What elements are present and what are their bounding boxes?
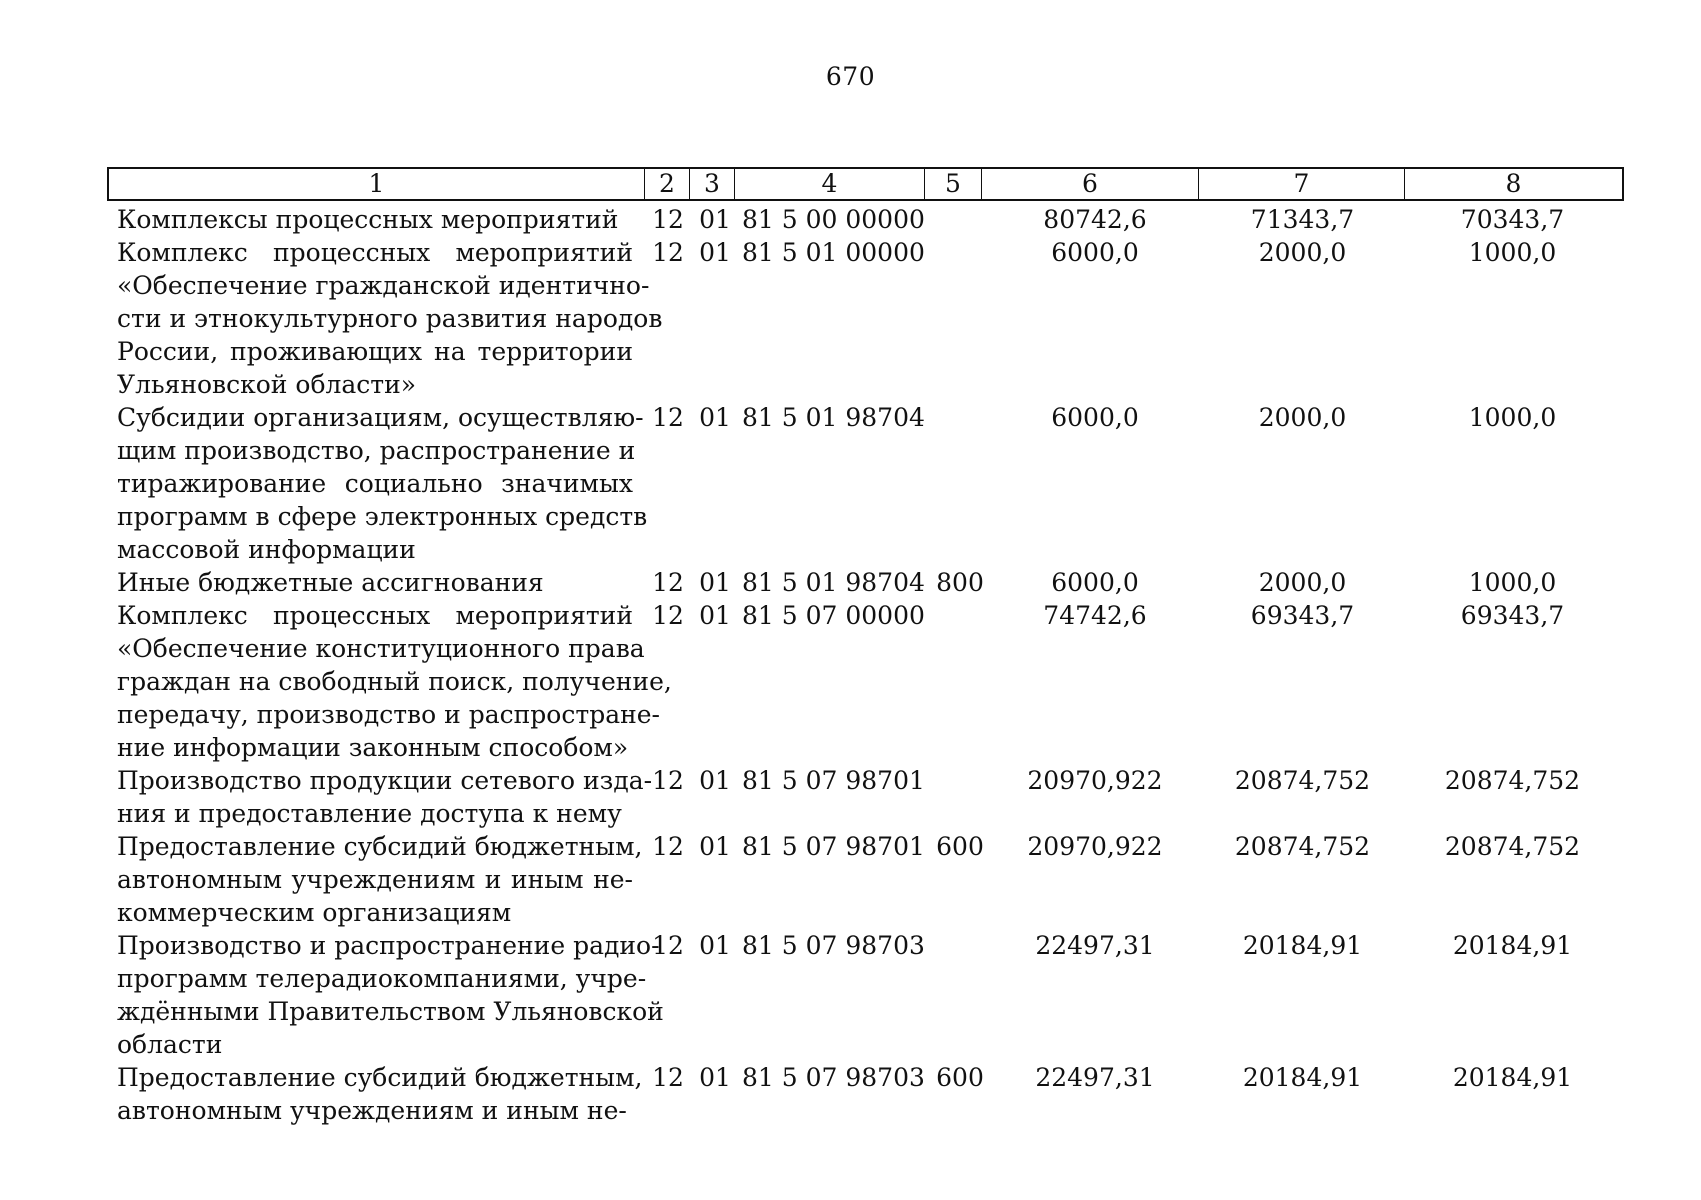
- cell-c6: 22497,31: [1035, 931, 1155, 960]
- cell-c4: 81 5 01 98704: [742, 403, 925, 432]
- description-line: Ульяновской области»: [117, 370, 417, 399]
- description-line: автономным учреждениям и иным не-: [117, 1096, 627, 1125]
- description-line: Комплекс процессных мероприятий: [117, 238, 633, 267]
- description-line: «Обеспечение конституционного права: [117, 634, 645, 663]
- cell-c6: 20970,922: [1027, 832, 1163, 861]
- cell-c3: 01: [699, 832, 731, 861]
- cell-c4: 81 5 07 98701: [742, 766, 925, 795]
- description-line: программ в сфере электронных средств: [117, 502, 648, 531]
- cell-c6: 80742,6: [1043, 205, 1147, 234]
- header-col-3: 3: [689, 169, 734, 199]
- description-line: Комплексы процессных мероприятий: [117, 205, 619, 234]
- row-description: [117, 1061, 643, 1127]
- page-number: 670: [825, 62, 876, 91]
- cell-c5: 800: [936, 568, 984, 597]
- cell-c4: 81 5 01 98704: [742, 568, 925, 597]
- header-col-4: 4: [734, 169, 924, 199]
- header-col-1: 1: [368, 169, 385, 198]
- cell-c2: 12: [652, 205, 684, 234]
- description-line: Субсидии организациям, осуществляю-: [117, 403, 644, 432]
- table-row: [0, 599, 1701, 764]
- description-line: области: [117, 1030, 223, 1059]
- cell-c8: 20184,91: [1452, 1063, 1573, 1092]
- table-row: [0, 1061, 1701, 1127]
- description-line: ние информации законным способом»: [117, 733, 629, 762]
- cell-c3: 01: [699, 403, 731, 432]
- cell-c4: 81 5 00 00000: [742, 205, 925, 234]
- row-description: [117, 203, 633, 236]
- table-row: [0, 764, 1701, 830]
- cell-c7: 20184,91: [1242, 1063, 1363, 1092]
- cell-c7: 2000,0: [1258, 568, 1347, 597]
- description-line: России, проживающих на территории: [117, 337, 633, 366]
- description-line: программ телерадиокомпаниями, учре-: [117, 964, 647, 993]
- table-header: [107, 167, 1624, 201]
- cell-c8: 70343,7: [1460, 205, 1565, 234]
- cell-c2: 12: [652, 931, 684, 960]
- cell-c8: 20874,752: [1444, 832, 1581, 861]
- cell-c3: 01: [699, 931, 731, 960]
- cell-c8: 20184,91: [1452, 931, 1573, 960]
- cell-c5: 600: [936, 832, 984, 861]
- cell-c7: 2000,0: [1258, 403, 1347, 432]
- description-line: Предоставление субсидий бюджетным,: [117, 1063, 643, 1092]
- header-col-2: 2: [644, 169, 689, 199]
- cell-c3: 01: [699, 601, 731, 630]
- cell-c3: 01: [699, 205, 731, 234]
- cell-c8: 20874,752: [1444, 766, 1581, 795]
- cell-c7: 69343,7: [1250, 601, 1355, 630]
- row-description: [117, 236, 663, 401]
- description-line: Предоставление субсидий бюджетным,: [117, 832, 643, 861]
- cell-c6: 20970,922: [1027, 766, 1163, 795]
- cell-c4: 81 5 07 98703: [742, 1063, 925, 1092]
- cell-c3: 01: [699, 238, 731, 267]
- cell-c7: 20184,91: [1242, 931, 1363, 960]
- cell-c6: 22497,31: [1035, 1063, 1155, 1092]
- description-line: Комплекс процессных мероприятий: [117, 601, 633, 630]
- cell-c2: 12: [652, 238, 684, 267]
- description-line: Производство продукции сетевого изда-: [117, 766, 653, 795]
- cell-c6: 6000,0: [1051, 403, 1139, 432]
- cell-c2: 12: [652, 403, 684, 432]
- description-line: граждан на свободный поиск, получение,: [117, 667, 672, 696]
- cell-c4: 81 5 01 00000: [742, 238, 925, 267]
- description-line: щим производство, распространение и: [117, 436, 636, 465]
- cell-c6: 6000,0: [1051, 568, 1139, 597]
- table-row: [0, 830, 1701, 929]
- header-col-6: 6: [981, 169, 1198, 199]
- cell-c6: 6000,0: [1051, 238, 1139, 267]
- row-description: [117, 566, 633, 599]
- header-col-5: 5: [924, 169, 981, 199]
- cell-c6: 74742,6: [1043, 601, 1147, 630]
- description-line: тиражирование социально значимых: [117, 469, 633, 498]
- cell-c7: 20874,752: [1234, 766, 1371, 795]
- table-row: [0, 203, 1701, 236]
- cell-c7: 71343,7: [1250, 205, 1355, 234]
- description-line: ния и предоставление доступа к нему: [117, 799, 622, 828]
- row-description: [117, 929, 664, 1061]
- cell-c4: 81 5 07 98701: [742, 832, 925, 861]
- cell-c2: 12: [652, 568, 684, 597]
- row-description: [117, 764, 653, 830]
- cell-c8: 1000,0: [1468, 568, 1557, 597]
- table-row: [0, 401, 1701, 566]
- table-row: [0, 929, 1701, 1061]
- header-col-7: 7: [1198, 169, 1404, 199]
- description-line: массовой информации: [117, 535, 416, 564]
- cell-c2: 12: [652, 832, 684, 861]
- description-line: коммерческим организациям: [117, 898, 512, 927]
- header-col-8: 8: [1404, 169, 1622, 199]
- cell-c3: 01: [699, 568, 731, 597]
- description-line: Иные бюджетные ассигнования: [117, 568, 544, 597]
- cell-c7: 20874,752: [1234, 832, 1371, 861]
- cell-c4: 81 5 07 98703: [742, 931, 925, 960]
- description-line: Производство и распространение радио-: [117, 931, 660, 960]
- table-row: [0, 566, 1701, 599]
- row-description: [117, 830, 643, 929]
- cell-c4: 81 5 07 00000: [742, 601, 925, 630]
- cell-c3: 01: [699, 766, 731, 795]
- description-line: ждёнными Правительством Ульяновской: [117, 997, 664, 1026]
- cell-c5: 600: [936, 1063, 984, 1092]
- cell-c8: 1000,0: [1468, 403, 1557, 432]
- cell-c2: 12: [652, 1063, 684, 1092]
- description-line: «Обеспечение гражданской идентично-: [117, 271, 650, 300]
- row-description: [117, 401, 648, 566]
- cell-c8: 1000,0: [1468, 238, 1557, 267]
- description-line: автономным учреждениям и иным не-: [117, 865, 633, 894]
- table-row: [0, 236, 1701, 401]
- description-line: сти и этнокультурного развития народов: [117, 304, 663, 333]
- cell-c7: 2000,0: [1258, 238, 1347, 267]
- cell-c2: 12: [652, 601, 684, 630]
- cell-c2: 12: [652, 766, 684, 795]
- cell-c8: 69343,7: [1460, 601, 1565, 630]
- description-line: передачу, производство и распростране-: [117, 700, 661, 729]
- cell-c3: 01: [699, 1063, 731, 1092]
